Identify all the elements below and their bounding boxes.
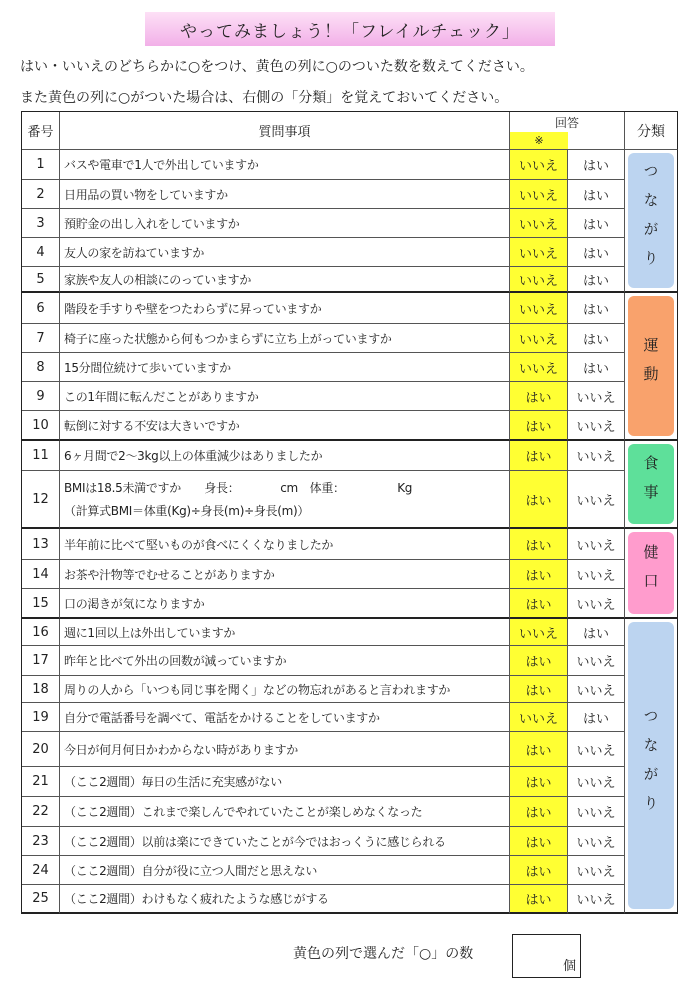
question-text: 階段を手すりや壁をつたわらずに昇っていますか (60, 293, 510, 324)
question-number: 2 (22, 180, 60, 209)
question-number: 13 (22, 529, 60, 560)
answer-option-yellow[interactable]: いいえ (510, 293, 568, 324)
category-cell (625, 529, 678, 619)
frailty-checklist-table (21, 111, 678, 914)
question-text: 6ヶ月間で2～3kg以上の体重減少はありましたか (60, 441, 510, 471)
question-text: 昨年と比べて外出の回数が減っていますか (60, 646, 510, 676)
question-number: 7 (22, 324, 60, 353)
question-number: 15 (22, 589, 60, 619)
header-number: 番号 (22, 112, 60, 150)
answer-option-white[interactable]: いいえ (568, 382, 625, 411)
category-label: 食事 (628, 444, 674, 524)
question-text: 椅子に座った状態から何もつかまらずに立ち上がっていますか (60, 324, 510, 353)
answer-option-white[interactable]: はい (568, 238, 625, 267)
category-label: 運動 (628, 296, 674, 436)
question-number: 19 (22, 703, 60, 732)
answer-option-white[interactable]: はい (568, 293, 625, 324)
answer-option-yellow[interactable]: いいえ (510, 703, 568, 732)
question-text: バスや電車で1人で外出していますか (60, 150, 510, 180)
bmi-formula: （計算式BMI＝体重(Kg)÷身長(m)÷身長(m)） (64, 504, 310, 518)
question-text: この1年間に転んだことがありますか (60, 382, 510, 411)
answer-option-white[interactable]: いいえ (568, 441, 625, 471)
question-number: 12 (22, 471, 60, 529)
answer-option-white[interactable]: いいえ (568, 827, 625, 856)
answer-option-white[interactable]: はい (568, 209, 625, 238)
answer-option-white[interactable]: いいえ (568, 411, 625, 441)
answer-option-yellow[interactable]: はい (510, 589, 568, 619)
answer-option-yellow[interactable]: はい (510, 382, 568, 411)
question-number: 1 (22, 150, 60, 180)
question-number: 24 (22, 856, 60, 885)
total-label: 黄色の列で選んだ「○」の数 (293, 946, 474, 962)
category-label: 健口 (628, 532, 674, 614)
answer-option-yellow[interactable]: いいえ (510, 238, 568, 267)
question-text: 15分間位続けて歩いていますか (60, 353, 510, 382)
answer-option-white[interactable]: いいえ (568, 589, 625, 619)
question-number: 16 (22, 619, 60, 646)
answer-option-white[interactable]: いいえ (568, 646, 625, 676)
instruction-line-1: はい・いいえのどちらかに○をつけ、黄色の列に○のついた数を数えてください。 (20, 59, 534, 75)
answer-option-white[interactable]: はい (568, 619, 625, 646)
question-number: 18 (22, 676, 60, 703)
answer-option-yellow[interactable]: いいえ (510, 324, 568, 353)
category-label: つながり (628, 622, 674, 909)
question-number: 10 (22, 411, 60, 441)
question-text: 家族や友人の相談にのっていますか (60, 267, 510, 293)
question-text: 転倒に対する不安は大きいですか (60, 411, 510, 441)
question-number: 23 (22, 827, 60, 856)
question-text: 今日が何月何日かわからない時がありますか (60, 732, 510, 767)
question-number: 14 (22, 560, 60, 589)
header-answer-label: 回答 (554, 115, 579, 130)
question-text (60, 471, 510, 529)
answer-option-white[interactable]: いいえ (568, 560, 625, 589)
question-text-line: BMIは18.5未満ですか 身長： cm 体重： Kg (64, 481, 413, 495)
question-number: 21 (22, 767, 60, 797)
question-number: 22 (22, 797, 60, 827)
answer-option-white[interactable]: いいえ (568, 885, 625, 914)
question-text: （ここ2週間）これまで楽しんでやれていたことが楽しめなくなった (60, 797, 510, 827)
answer-option-yellow[interactable]: はい (510, 529, 568, 560)
page-title: やってみましょう！「フレイルチェック」 (145, 12, 555, 46)
answer-option-yellow[interactable]: いいえ (510, 150, 568, 180)
question-text: お茶や汁物等でむせることがありますか (60, 560, 510, 589)
question-text: 周りの人から「いつも同じ事を聞く」などの物忘れがあると言われますか (60, 676, 510, 703)
answer-option-yellow[interactable]: いいえ (510, 619, 568, 646)
category-cell (625, 293, 678, 441)
answer-option-yellow[interactable]: いいえ (510, 180, 568, 209)
category-label: つながり (628, 153, 674, 288)
question-text: 自分で電話番号を調べて、電話をかけることをしていますか (60, 703, 510, 732)
question-number: 25 (22, 885, 60, 914)
question-number: 11 (22, 441, 60, 471)
question-number: 3 (22, 209, 60, 238)
category-cell (625, 441, 678, 529)
answer-option-yellow[interactable]: いいえ (510, 353, 568, 382)
answer-option-yellow[interactable]: はい (510, 827, 568, 856)
answer-option-yellow[interactable]: いいえ (510, 267, 568, 293)
answer-option-white[interactable]: はい (568, 180, 625, 209)
question-text: （ここ2週間）以前は楽にできていたことが今ではおっくうに感じられる (60, 827, 510, 856)
answer-option-yellow[interactable]: はい (510, 471, 568, 529)
answer-option-yellow[interactable]: はい (510, 441, 568, 471)
answer-option-white[interactable]: はい (568, 150, 625, 180)
question-text: （ここ2週間）わけもなく疲れたような感じがする (60, 885, 510, 914)
answer-option-yellow[interactable]: はい (510, 560, 568, 589)
answer-option-white[interactable]: いいえ (568, 471, 625, 529)
question-number: 6 (22, 293, 60, 324)
category-cell (625, 150, 678, 293)
total-unit: 個 (562, 959, 576, 974)
answer-option-white[interactable]: はい (568, 353, 625, 382)
question-number: 17 (22, 646, 60, 676)
question-number: 20 (22, 732, 60, 767)
answer-option-yellow[interactable]: はい (510, 732, 568, 767)
question-text: 友人の家を訪ねていますか (60, 238, 510, 267)
question-number: 8 (22, 353, 60, 382)
instruction-line-2: また黄色の列に○がついた場合は、右側の「分類」を覚えておいてください。 (20, 90, 509, 106)
answer-option-yellow[interactable]: はい (510, 885, 568, 914)
question-number: 4 (22, 238, 60, 267)
header-question: 質問事項 (60, 112, 510, 150)
question-text: （ここ2週間）自分が役に立つ人間だと思えない (60, 856, 510, 885)
answer-option-white[interactable]: いいえ (568, 856, 625, 885)
answer-option-white[interactable]: いいえ (568, 797, 625, 827)
answer-option-white[interactable]: いいえ (568, 767, 625, 797)
answer-option-yellow[interactable]: はい (510, 856, 568, 885)
answer-option-yellow[interactable]: はい (510, 411, 568, 441)
answer-option-white[interactable]: いいえ (568, 529, 625, 560)
answer-option-white[interactable]: いいえ (568, 732, 625, 767)
answer-option-yellow[interactable]: いいえ (510, 209, 568, 238)
answer-option-yellow[interactable]: はい (510, 646, 568, 676)
question-number: 5 (22, 267, 60, 293)
question-text: 預貯金の出し入れをしていますか (60, 209, 510, 238)
total-count-field[interactable] (512, 934, 581, 978)
answer-option-white[interactable]: いいえ (568, 676, 625, 703)
question-text: （ここ2週間）毎日の生活に充実感がない (60, 767, 510, 797)
question-number: 9 (22, 382, 60, 411)
header-answer-mark: ※ (510, 132, 568, 149)
answer-option-yellow[interactable]: はい (510, 676, 568, 703)
question-text: 口の渇きが気になりますか (60, 589, 510, 619)
question-text: 週に1回以上は外出していますか (60, 619, 510, 646)
answer-option-white[interactable]: はい (568, 324, 625, 353)
header-category: 分類 (625, 112, 678, 150)
question-text: 日用品の買い物をしていますか (60, 180, 510, 209)
answer-option-white[interactable]: はい (568, 267, 625, 293)
category-cell (625, 619, 678, 914)
answer-option-yellow[interactable]: はい (510, 767, 568, 797)
header-answer (510, 112, 625, 150)
answer-option-white[interactable]: はい (568, 703, 625, 732)
answer-option-yellow[interactable]: はい (510, 797, 568, 827)
question-text: 半年前に比べて堅いものが食べにくくなりましたか (60, 529, 510, 560)
